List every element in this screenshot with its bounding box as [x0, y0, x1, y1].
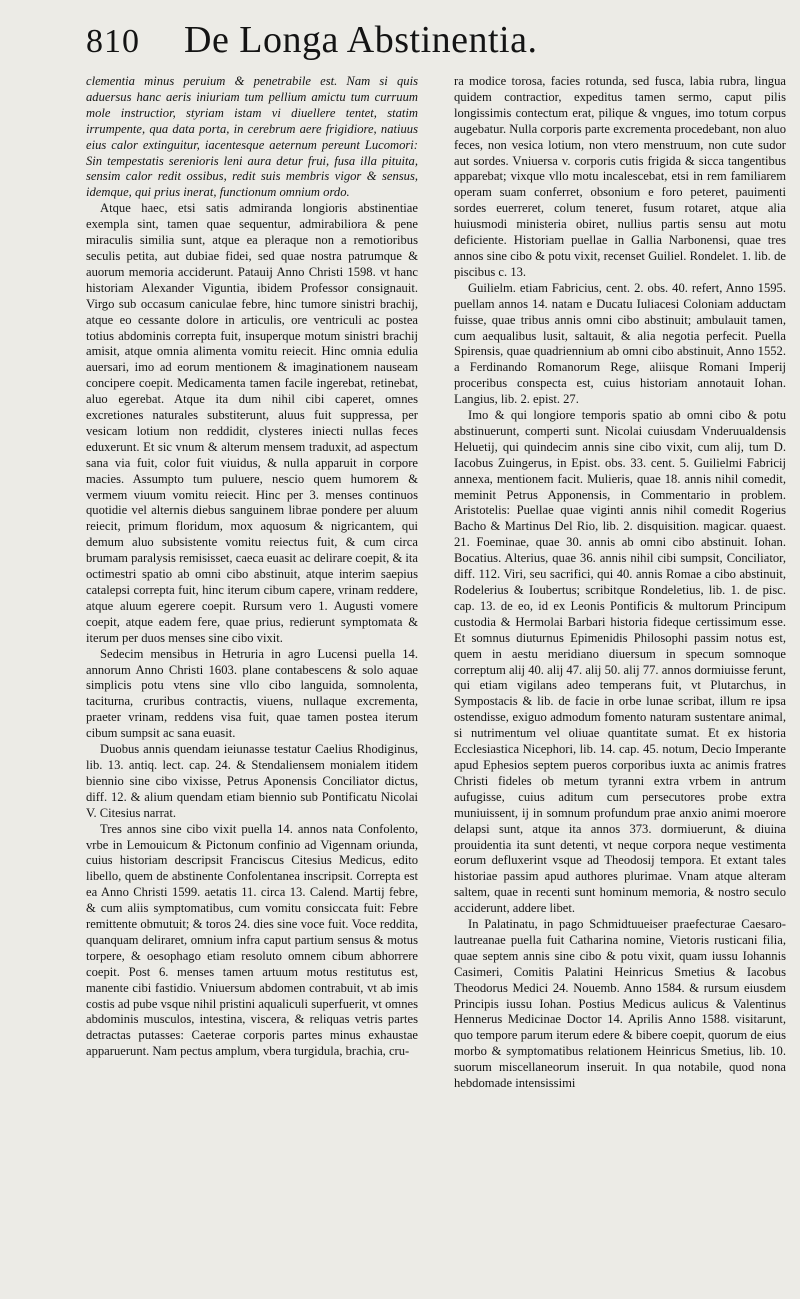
paragraph: Imo & qui longiore temporis spatio ab omni cibo & potu abstinuerunt, comperti sunt. Nicolai cuiusdam Vnderuualdensis Heluetij, qui quindecim annis sine cibo vixit, cum alij, tum D. Iacobus Zuingerus, in Epist. obs. 33. cent. 5. Guilielmi Fabricij annexa, mentionem facit. Mulieris, quae 18. annis nihil comedit, meminit Petrus Apponensis, in Commentario in problem. Aristotelis: Puellae quae viginti annis nihil comedit Rogerius Bacho & Martinus Del Rio, lib. 2. disquisition. magicar. quaest. 21. Foeminae, quae 30. annis ab omni cibo abstinuit. Iohan. Bocatius. Alterius, quae 36. annis nihil cibi sumpsit, Conciliator, diff. 112. Viri, seu sacrifici, qui 40. annis Romae a cibo abstinuit, Rodelerius & Ioubertus; scribitque Rondeletius, lib. 1. de pisc. cap. 13. de eo, id ex Leonis Pontificis & multorum Principum custodia & Hermolai Barbari historia fideque certissimum esse. Et somnus diuturnus Epimenidis Philosophi passim notus est, quem in aestu meridiano diuersum in specum somnoque correptum alij 40. alij 47. alij 50. alij 77. annos dormiuisse ferunt, qui etiam vigilans adeo temperans fuit, vt Plutarchus, in Sympostacis & lib. de facie in orbe lunae scribat, illum re ipsa ostendisse, exiguo admodum fomento naturam sustentare animal, si nutrimentum vel oliuae quantitate sumat. Et ex historia Ecclesiastica Nicephori, lib. 14. cap. 45. notum, Decio Imperante apud Ephesios septem pueros corporibus iuxta ac animis fratres Christi fideles ob metum tyranni extra vrbem in antrum aufugisse, cuius aditum cum persecutores probe extra muniuissent, ij in somnum profundum prae anxio animi moerore delapsi sunt, atque ita annos 373. dormiuerunt, & diuina prouidentia ita sunt detenti, vt neque corpora neque vestimenta eorum defluxerint vsque ad Theodosij tempora. Et extant tales historiae passim apud authores plurimae. Vnam atque alteram saltem, quae in recenti sunt hominum memoria, & nostro seculo acciderunt, addere libet. — [454, 408, 786, 916]
paragraph: Atque haec, etsi satis admiranda longioris abstinentiae exempla sint, tamen quae sequentur, admirabiliora & pene miraculis similia sunt, atque ea pleraque non a remotioribus seculis petita, aut dubiae fidei, sed quae nostra patrumque & auorum memoria acciderunt. Patauij Anno Christi 1598. vt hanc historiam Alexander Viguntia, ibidem Professor consignauit. Virgo sub occasum caniculae febre, hinc tumore sinistri brachij, atque eo cessante dolore in articulis, ore ventriculi ac postea totius abdominis correpta fuit, insuperque motum sinistri brachij amisit, atque omnia alimenta vomitu reiecit. Hinc omnia edulia auersari, imo ad eorum mentionem & imaginationem nauseam concipere coepit. Medicamenta tamen facile ingerebat, retinebat, aluo egerebat. Atque ita dum nihil cibi caperet, omnes excretiones naturales substiterunt, aluus fuit suppressa, per vesicam lotium non reddidit, clysteres iniecti nullas feces eduxerunt. Et sic vnum & alterum mensem traduxit, ad aspectum sana via fuit, color fuit viuidus, & nulla apparuit in corpore macies. Assumpto tum puluere, nescio quem humorem & vermem viuum vomitu reiecit. Hinc per 3. menses continuos quotidie vel alternis diebus sanguinem librae pondere per aluum reiecit, primum floridum, mox aquosum & nigricantem, qui demum aluo subsistente vomitu reiectus fuit, & cum circa brumam paralysis remisisset, caeca euasit ac delirare coepit, & ita octimestri spatio ab omni cibo abstinuit, atque interim saepius catalepsi correpta fuit, hinc iterum cibum capere, vrinam reddere, atque aluum egerere coepit. Rursum vero 1. Augusti vomere coepit, atque eadem fere, quae prius, redierunt symptomata & iterum per duos menses sine cibo vixit. — [86, 201, 418, 645]
running-title: De Longa Abstinentia. — [184, 19, 538, 61]
paragraph: Duobus annis quendam ieiunasse testatur Caelius Rhodiginus, lib. 13. antiq. lect. cap. 24. & Stendaliensem monialem itidem biennio sine cibo vixisse, Petrus Aponensis Conciliator dictus, diff. 12. & alium quendam etiam biennio sub Pontificatu Nicolai V. Citesius narrat. — [86, 742, 418, 820]
paragraph: Sedecim mensibus in Hetruria in agro Lucensi puella 14. annorum Anno Christi 1603. plane contabescens & solo aquae simplicis potu vtens sine vllo cibo languida, somnolenta, taciturna, cruribus contractis, viuens, nullaque excrementa, praeter vrinam, reddens visa fuit, quae tamen postea iterum cibum sumpsit ac sana euasit. — [86, 646, 418, 741]
running-head — [86, 18, 786, 74]
paragraph: In Palatinatu, in pago Schmidtuueiser praefecturae Caesaro-lautreanae puella fuit Catharina nomine, Vietoris rusticani filia, quae septem annis sine cibo & potu vixit, quam iussu Iohannis Casimeri, Comitis Palatini Heinricus Smetius & Iacobus Theodorus Medici 24. Nouemb. Anno 1584. & rursum eiusdem Principis iussu Iohan. Postius Medicus aulicus & Valentinus Hennerus Medicinae Doctor 14. Aprilis Anno 1588. visitarunt, quo tempore parum iterum edere & bibere coepit, quorum de eius morbo & symptomatibus relationem Heinricus Smetius, lib. 10. suorum miscellaneorum inseruit. In qua notabile, quod nona hebdomade intensissimi — [454, 917, 786, 1091]
paragraph: ra modice torosa, facies rotunda, sed fusca, labia rubra, lingua quidem contractior, expeditus tamen sermo, caput pilis longissimis contectum erat, pilique & vngues, imo totum corpus augebatur. Nulla corporis parte excrementa procedebant, non aluo feces, non vesica lotium, non vtero menstruum, non cute sudor aut sordes. Vniuersa v. corporis cutis frigida & sicca tangentibus apparebat; vixque vllo motu incalescebat, etsi in rem familiarem operam suam conferret, obsonium e foro peteret, pauimenti sordes euerreret, colum teneret, fusum rotaret, atque alia huiusmodi ministeria obiret, nullius partis sensu aut motu deficiente. Historiam puellae in Gallia Narbonensi, quae tres annos sine cibo & potu vixit, recenset Guiliel. Rondelet. 1. lib. de piscibus c. 13. — [454, 74, 786, 279]
paragraph: clementia minus peruium & penetrabile est. Nam si quis aduersus hanc aeris iniuriam tum pellium amictu tum curruum mole instructior, styriam istam vi diuellere tentet, statim irrumpente, qua data porta, in cerebrum aere frigidiore, natiuus eius calor extinguitur, iacentesque aeternum pereunt Lucomori: Sin tempestatis serenioris leni aura detur frui, fusa illa pituita, sensim calor redit ossibus, redit suis membris vigor & sensus, idemque, qui prius inerat, functionum omnium ordo. — [86, 74, 418, 200]
paragraph: Tres annos sine cibo vixit puella 14. annos nata Confolento, vrbe in Lemouicum & Pictonum confinio ad Vigennam oriunda, cuius historiam descripsit Franciscus Citesius Medicus, edito libello, quem de abstinente Confolentanea inscripsit. Correpta est ea Anno Christi 1599. aetatis 11. circa 13. Calend. Martij febre, & cum aliis symptomatibus, cum vomitu consiccata fuit: Febre remittente obmutuit; & toros 24. dies sine voce fuit. Voce reddita, quanquam deliraret, omnium infra caput partium sensus & motus torpere, & oesophago etiam resoluto omnem cibum abhorrere coepit. Post 6. menses tamen artuum motus restitutus est, manente cibi fastidio. Vniuersum abdomen contrabuit, vt ab imis costis ad pube vsque nihil pristini aqualiculi superfuerit, vt omnes abdominis musculos, intestina, viscera, & reliquas vetris partes detractas putasses: Caeterae corporis partes minus exhaustae apparuerunt. Nam pectus amplum, vbera turgidula, brachia, cru- — [86, 821, 418, 1059]
page-number: 810 — [86, 23, 140, 60]
paragraph: Guilielm. etiam Fabricius, cent. 2. obs. 40. refert, Anno 1595. puellam annos 14. natam e Ducatu Iuliacesi Coloniam adductam fuisse, quae tribus annis omni cibo abstinuit; ambulauit tamen, cum aequalibus lusit, saltauit, & alia negotia perfecit. Puella Spirensis, quae quadriennium ab omni cibo abstinuit, Anno 1552. a Ferdinando Romanorum Rege, aliisque Romani Imperij proceribus conspecta est, cuius historiam annotauit Iohan. Langius, lib. 2. epist. 27. — [454, 280, 786, 407]
right-column — [454, 74, 786, 1092]
left-column — [86, 74, 418, 1092]
text-columns — [86, 74, 786, 1092]
